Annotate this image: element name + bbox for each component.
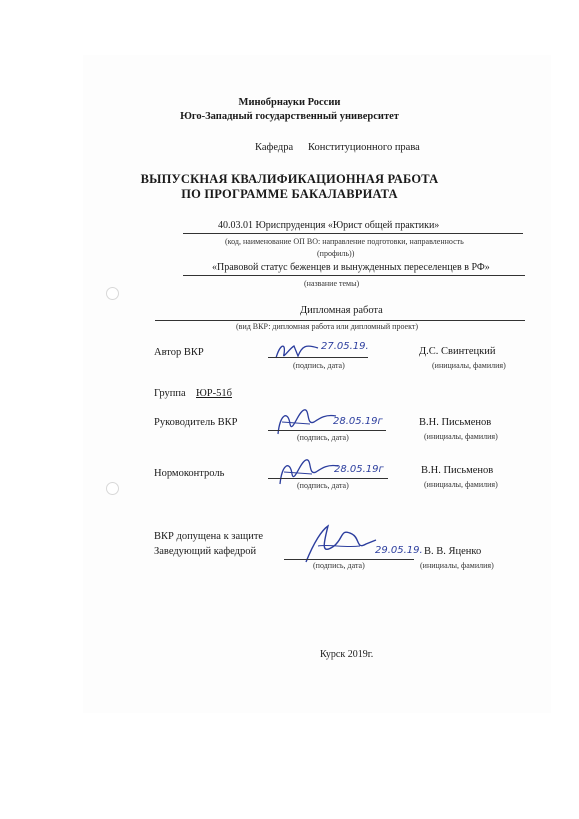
supervisor-name-caption: (инициалы, фамилия) [424, 432, 498, 441]
program-caption-1: (код, наименование ОП ВО: направление подготовки, направленность [225, 237, 464, 246]
head-sign-date: 29.05.19. [375, 545, 423, 556]
group-value: ЮР-51б [196, 388, 232, 399]
normcontrol-sign-underline [268, 478, 388, 479]
punch-hole-bottom [106, 482, 119, 495]
normcontrol-sign-caption: (подпись, дата) [297, 481, 349, 490]
department-label: Кафедра [255, 142, 294, 153]
document-title-line2: ПО ПРОГРАММЕ БАКАЛАВРИАТА [181, 187, 398, 201]
ministry-name: Минобрнауки России [238, 97, 341, 108]
university-name: Юго-Западный государственный университет [180, 111, 399, 122]
document-title-line1: ВЫПУСКНАЯ КВАЛИФИКАЦИОННАЯ РАБОТА [140, 172, 439, 186]
city-year: Курск 2019г. [320, 649, 374, 660]
normcontrol-label: Нормоконтроль [154, 468, 225, 479]
head-name: В. В. Яценко [424, 546, 482, 557]
department-name: Конституционного права [308, 142, 420, 153]
punch-hole-top [106, 287, 119, 300]
scanned-page [83, 55, 551, 713]
normcontrol-sign-date: 28.05.19г [334, 464, 384, 475]
program-value: 40.03.01 Юриспруденция «Юрист общей практики» [218, 220, 440, 231]
work-type-value: Дипломная работа [300, 305, 383, 316]
topic-caption: (название темы) [304, 279, 360, 288]
author-label: Автор ВКР [154, 347, 204, 358]
author-sign-underline [268, 357, 368, 358]
normcontrol-name-caption: (инициалы, фамилия) [424, 480, 498, 489]
supervisor-sign-date: 28.05.19г [333, 416, 383, 427]
normcontrol-name: В.Н. Письменов [421, 465, 494, 476]
head-name-caption: (инициалы, фамилия) [420, 561, 494, 570]
program-caption-2: (профиль)) [317, 249, 355, 258]
work-type-caption: (вид ВКР: дипломная работа или дипломный проект) [236, 322, 419, 331]
topic-underline [183, 275, 525, 276]
author-sign-caption: (подпись, дата) [293, 361, 345, 370]
program-underline [183, 233, 523, 234]
supervisor-name: В.Н. Письменов [419, 417, 492, 428]
head-of-department-label: Заведующий кафедрой [154, 546, 257, 557]
author-sign-date: 27.05.19. [321, 341, 369, 352]
work-type-underline [155, 320, 525, 321]
head-sign-underline [284, 559, 414, 560]
author-name: Д.С. Свинтецкий [419, 346, 496, 357]
supervisor-sign-caption: (подпись, дата) [297, 433, 349, 442]
admission-line: ВКР допущена к защите [154, 531, 264, 542]
author-name-caption: (инициалы, фамилия) [432, 361, 506, 370]
topic-value: «Правовой статус беженцев и вынужденных переселенцев в РФ» [212, 262, 490, 273]
group-label: Группа [154, 388, 186, 399]
supervisor-sign-underline [268, 430, 386, 431]
head-sign-caption: (подпись, дата) [313, 561, 365, 570]
supervisor-label: Руководитель ВКР [154, 417, 238, 428]
